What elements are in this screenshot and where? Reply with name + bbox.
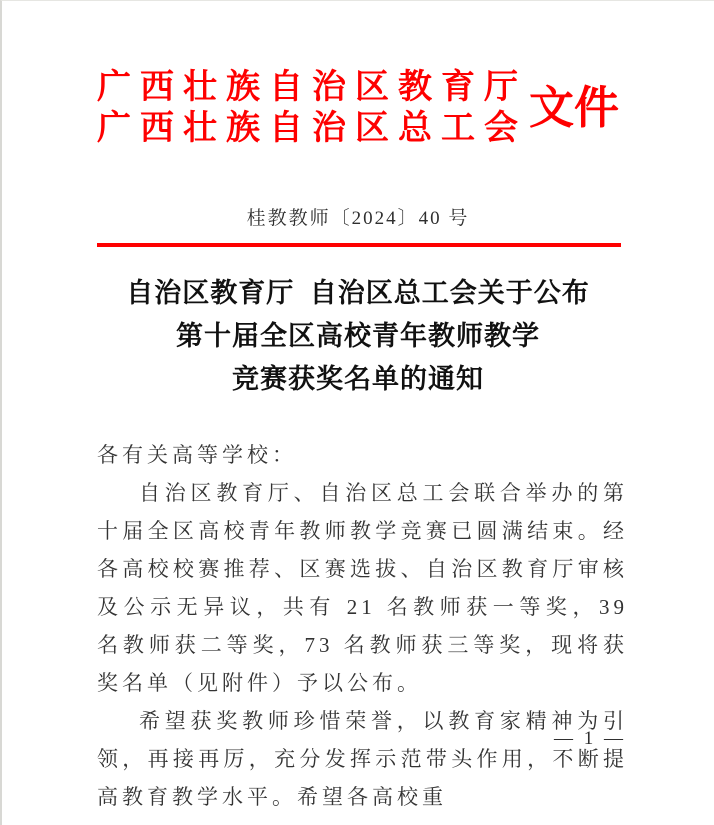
agency-name-line-1: 广西壮族自治区教育厅 <box>96 69 527 106</box>
title-line-2: 第十届全区高校青年教师教学 <box>176 321 540 351</box>
document-body <box>2 436 714 816</box>
document-type-label: 文件 <box>528 82 619 133</box>
body-paragraph-1: 自治区教育厅、自治区总工会联合举办的第十届全区高校青年教师教学竞赛已圆满结束。经各高校校赛推荐、区赛选拔、自治区教育厅审核及公示无异议，共有 21 名教师获一等奖，39 名教师获二等奖，73 名教师获三等奖，现将获奖名单（见附件）予以公布。 <box>97 481 628 695</box>
agency-name-line-2: 广西壮族自治区总工会 <box>96 110 527 147</box>
body-paragraph-2: 希望获奖教师珍惜荣誉，以教育家精神为引领，再接再厉，充分发挥示范带头作用，不断提高教育教学水平。希望各高校重 <box>97 709 628 809</box>
title-line-3: 竞赛获奖名单的通知 <box>232 364 484 394</box>
red-letterhead <box>2 67 714 149</box>
document-number: 桂教教师〔2024〕40 号 <box>246 208 470 229</box>
agency-names <box>97 67 527 149</box>
document-title <box>2 272 714 401</box>
red-separator-rule <box>97 243 621 247</box>
salutation: 各有关高等学校： <box>97 443 297 467</box>
page-number: — 1 — <box>554 728 626 749</box>
title-line-1: 自治区教育厅 自治区总工会关于公布 <box>126 278 590 308</box>
